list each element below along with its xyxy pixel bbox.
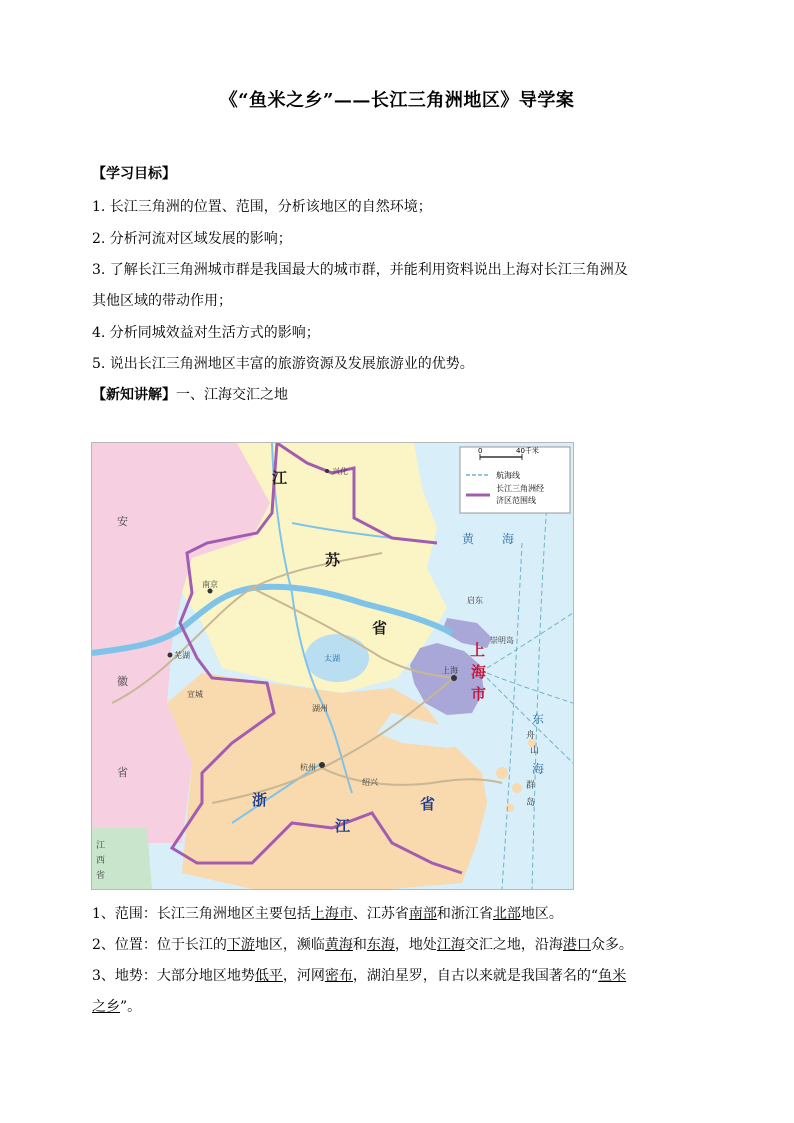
city-dot-shanghai bbox=[451, 675, 457, 681]
city-dot-xinghua bbox=[325, 469, 329, 473]
map-legend bbox=[460, 446, 570, 513]
underline-answer: 之乡 bbox=[92, 999, 120, 1015]
label-jiangsu-2: 苏 bbox=[325, 551, 341, 569]
underline-answer: 东海 bbox=[366, 937, 395, 953]
label-yellow-sea-1: 黄 bbox=[462, 532, 475, 546]
label-east-sea-2: 海 bbox=[532, 762, 545, 776]
objectives-heading: 【学习目标】 bbox=[92, 166, 176, 182]
label-xuancheng: 宣城 bbox=[187, 690, 203, 699]
city-dot-hangzhou bbox=[319, 762, 325, 768]
label-nanjing: 南京 bbox=[202, 580, 218, 589]
label-zhejiang-3: 省 bbox=[420, 795, 436, 813]
island bbox=[512, 783, 522, 793]
label-qidong: 启东 bbox=[467, 596, 483, 605]
label-shanghai-1: 上 bbox=[470, 641, 486, 659]
legend-boundary-label-2: 济区范围线 bbox=[496, 496, 536, 505]
label-zhejiang-1: 浙 bbox=[252, 791, 268, 809]
underline-answer: 密布 bbox=[324, 968, 353, 984]
underline-answer: 江海 bbox=[436, 937, 465, 953]
objective-item: 3. 了解长江三角洲城市群是我国最大的城市群，并能利用资料说出上海对长江三角洲及 bbox=[92, 262, 628, 278]
point-terrain-cont: 之乡”。 bbox=[92, 999, 142, 1015]
label-shanghai-city: 上海 bbox=[442, 666, 458, 675]
label-chongming: 崇明岛 bbox=[490, 636, 514, 645]
underline-answer: 南部 bbox=[408, 906, 437, 922]
objective-item: 4. 分析同城效益对生活方式的影响； bbox=[92, 325, 320, 341]
label-xinghua: 兴化 bbox=[332, 467, 348, 476]
underline-answer: 港口 bbox=[562, 937, 591, 953]
label-jiangxi-1: 江 bbox=[96, 841, 106, 851]
objective-item: 2. 分析河流对区域发展的影响； bbox=[92, 231, 292, 247]
section-title: 一、江海交汇之地 bbox=[176, 387, 288, 403]
map-svg bbox=[92, 443, 573, 889]
label-shanghai-3: 市 bbox=[471, 685, 487, 703]
new-knowledge-heading: 【新知讲解】 bbox=[92, 387, 176, 403]
legend-scale-zero: 0 bbox=[478, 447, 483, 455]
label-taihu: 太湖 bbox=[324, 654, 340, 663]
page-title: 《“鱼米之乡”——长江三角洲地区》导学案 bbox=[219, 90, 575, 111]
label-zhoushan-4: 岛 bbox=[526, 798, 536, 808]
label-wuhu: 芜湖 bbox=[174, 651, 190, 660]
label-jiangxi-2: 西 bbox=[96, 856, 106, 866]
new-knowledge-line bbox=[92, 385, 288, 405]
city-dot-nanjing bbox=[208, 589, 213, 594]
label-zhoushan-2: 山 bbox=[530, 746, 540, 756]
label-zhoushan-3: 群 bbox=[526, 781, 536, 791]
underline-answer: 鱼米 bbox=[598, 968, 627, 984]
label-yellow-sea-2: 海 bbox=[502, 532, 515, 546]
legend-shipping-label: 航海线 bbox=[496, 471, 520, 480]
objective-item: 5. 说出长江三角洲地区丰富的旅游资源及发展旅游业的优势。 bbox=[92, 356, 474, 372]
label-jiangxi-3: 省 bbox=[96, 871, 106, 881]
label-zhoushan-1: 舟 bbox=[526, 731, 536, 741]
objective-item: 其他区域的带动作用； bbox=[92, 293, 232, 309]
underline-answer: 黄海 bbox=[324, 937, 353, 953]
label-anhui-1: 安 bbox=[117, 515, 128, 528]
label-huzhou: 湖州 bbox=[312, 704, 328, 713]
legend-scale-length: 40千米 bbox=[516, 447, 539, 455]
underline-answer: 北部 bbox=[492, 906, 521, 922]
label-anhui-3: 省 bbox=[117, 766, 128, 779]
label-jiangsu-1: 江 bbox=[272, 469, 288, 487]
underline-answer: 上海市 bbox=[310, 906, 353, 922]
label-jiangsu-3: 省 bbox=[372, 619, 388, 637]
label-shaoxing: 绍兴 bbox=[362, 778, 378, 787]
legend-boundary-label-1: 长江三角洲经 bbox=[496, 484, 544, 493]
point-location: 2、位置：位于长江的下游地区，濒临黄海和东海，地处江海交汇之地，沿海港口众多。 bbox=[92, 937, 633, 953]
label-east-sea-1: 东 bbox=[532, 712, 545, 726]
island bbox=[496, 767, 508, 779]
point-terrain: 3、地势：大部分地区地势低平，河网密布，湖泊星罗，自古以来就是我国著名的“鱼米 bbox=[92, 968, 627, 984]
city-dot-wuhu bbox=[168, 653, 173, 658]
label-shanghai-2: 海 bbox=[471, 663, 487, 681]
point-scope: 1、范围：长江三角洲地区主要包括上海市、江苏省南部和浙江省北部地区。 bbox=[92, 906, 563, 922]
label-anhui-2: 徽 bbox=[117, 675, 128, 688]
yangtze-delta-map bbox=[91, 442, 574, 890]
label-hangzhou: 杭州 bbox=[300, 763, 316, 772]
label-zhejiang-2: 江 bbox=[335, 817, 351, 835]
underline-answer: 低平 bbox=[254, 968, 283, 984]
underline-answer: 下游 bbox=[226, 937, 255, 953]
objective-item: 1. 长江三角洲的位置、范围，分析该地区的自然环境； bbox=[92, 199, 432, 215]
